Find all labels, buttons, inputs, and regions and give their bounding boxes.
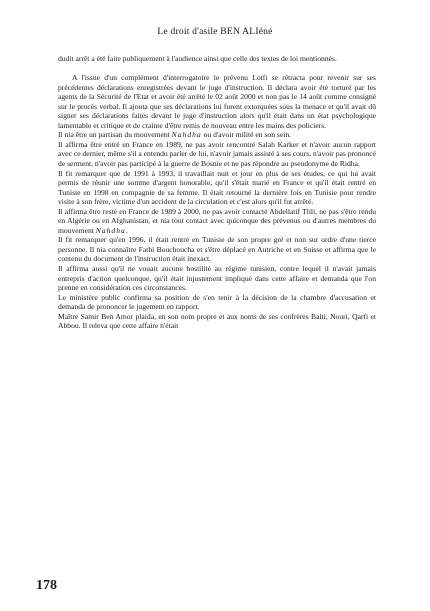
paragraph: Le ministère public confirma sa position de s'en tenir à la décision de la chambre d'accusation et demanda de prononcer le jugement en rapport. [58,292,376,312]
paragraph: dudit arrêt a été faite publiquement à l'audience ainsi que celle des textes de loi mentionnés. [58,54,337,63]
paragraph-text: Il affirma être resté en France de 1989 à 2000, ne pas avoir contacté Abdellatif Tlili, ne pas s'être rendu en Algérie ou en Afghanistan, et nia tout contact avec quiconque des prévenus ou d'autres membres du mouvement [58,206,376,235]
paragraph: Il affirma être entré en France en 1989, ne pas avoir rencontré Salah Karker et n'avoir aucun rapport avec ce dernier, même s'il a entendu parler de lui, n'avoir jamais assisté à ses cours, n'avoir pas prononcé de serment, n'avoir pas participé à la guerre de Bosnie et ne pas répondre au pseudonyme de Ridha. [58,139,376,168]
page-number: 178 [36,578,57,593]
party-name: Nahdha [95,225,126,235]
paragraph: Maître Samir Ben Amor plaida, en son nom propre et aux noms de ses confrères Balti, Nouri, Qarfi et Abbou. Il releva que cette affaire n'était [58,311,376,331]
paragraph: A l'issue d'un complément d'interrogatoire le prévenu Lotfi se rétracta pour revenir sur ses précédentes déclarations enregistrées devant le juge d'instruction. Il déclara avoir été torturé par les agents de la Sécurité de l'Etat et avoir été arrêté le 02 août 2000 et non pas le 14 août comme consigné sur le procès verbal. Il ajouta que ses déclarations lui furent extorquées sous la menace et qu'il avait dû signer ses déclarations faites devant le juge d'instruction alors qu'il était dans un état psychologique lamentable et critique et de crainte d'être remis de nouveau entre les mains des policiers. [58,73,376,130]
paragraph-text: ou d'avoir milité en son sein. [201,130,292,140]
paragraph-text: . [125,225,128,235]
paragraph: Il fit remarquer que de 1991 à 1993, il travaillait nuit et jour en plus de ses études, ce qui lui avait permis de réunir une somme d'argent honorable, qu'il s'était marié en France et qu'il était rentré en Tunisie en 1998 en compagnie de sa femme. Il était retourné la dernière fois en Tunisie pour rendre visite à son frère, victime d'un accident de la circulation et c'est alors qu'il fut arrêté. [58,168,376,207]
running-header: Le droit d'asile BEN ALIéné [157,26,273,37]
party-name: Nahdha [171,130,202,140]
paragraph [58,130,376,140]
paragraph [58,207,376,236]
paragraph: Il affirma aussi qu'il ne vouait aucune hostilité au régime tunisien, contre lequel il n'avait jamais entrepris d'action quelconque, qu'il était injustement impliqué dans cette affaire et demanda que l'on prenne en considération ces circonstances. [58,263,376,293]
paragraph-text: Il nia être un partisan du mouvement [58,130,172,140]
paragraph: Il fit remarquer qu'en 1996, il était rentré en Tunisie de son propre gré et non sur ordre d'une tierce personne. Il nia connaître Fathi Bouchoucha et s'être déplacé en Autriche et en Suisse et affirma que le contenu du document de l'instruction était inexact. [58,235,376,264]
body-text [58,54,376,331]
